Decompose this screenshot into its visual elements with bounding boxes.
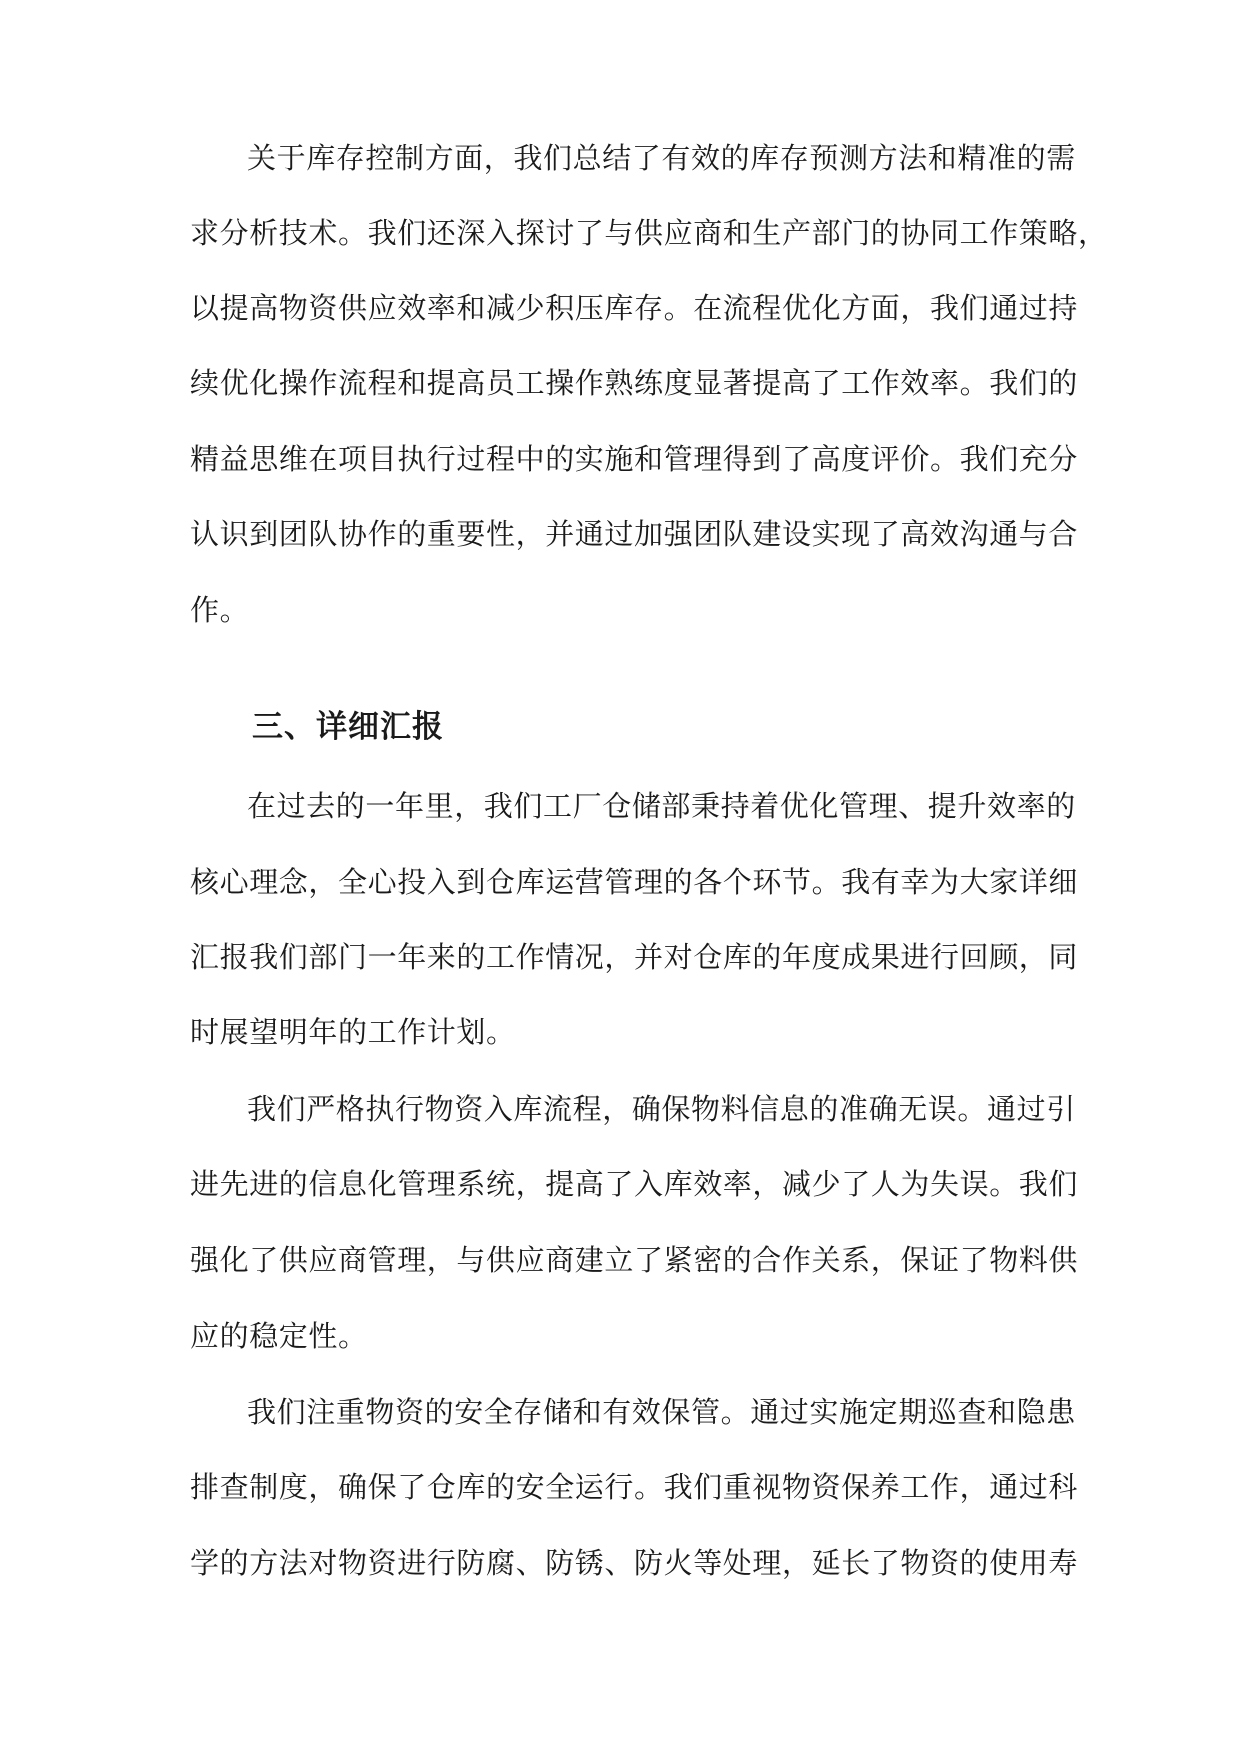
paragraph-3-line-2: 进先进的信息化管理系统，提高了入库效率，减少了人为失误。我们 bbox=[190, 1167, 1079, 1201]
paragraph-2-line-3: 汇报我们部门一年来的工作情况，并对仓库的年度成果进行回顾，同 bbox=[190, 940, 1079, 974]
paragraph-3-line-3: 强化了供应商管理，与供应商建立了紧密的合作关系，保证了物料供 bbox=[190, 1243, 1079, 1277]
paragraph-1-line-6: 认识到团队协作的重要性，并通过加强团队建设实现了高效沟通与合 bbox=[190, 517, 1079, 551]
paragraph-1-line-4: 续优化操作流程和提高员工操作熟练度显著提高了工作效率。我们的 bbox=[190, 366, 1079, 400]
paragraph-2-line-2: 核心理念，全心投入到仓库运营管理的各个环节。我有幸为大家详细 bbox=[190, 865, 1079, 899]
paragraph-2-line-1: 在过去的一年里，我们工厂仓储部秉持着优化管理、提升效率的 bbox=[247, 789, 1076, 823]
paragraph-1-line-3: 以提高物资供应效率和减少积压库存。在流程优化方面，我们通过持 bbox=[190, 291, 1079, 325]
paragraph-1-line-5: 精益思维在项目执行过程中的实施和管理得到了高度评价。我们充分 bbox=[190, 442, 1079, 476]
paragraph-3-line-4: 应的稳定性。 bbox=[190, 1319, 368, 1353]
paragraph-1-line-2: 求分析技术。我们还深入探讨了与供应商和生产部门的协同工作策略， bbox=[190, 216, 1108, 250]
paragraph-1-line-1: 关于库存控制方面，我们总结了有效的库存预测方法和精准的需 bbox=[247, 141, 1076, 175]
paragraph-4-line-3: 学的方法对物资进行防腐、防锈、防火等处理，延长了物资的使用寿 bbox=[190, 1546, 1079, 1580]
paragraph-2-line-4: 时展望明年的工作计划。 bbox=[190, 1015, 516, 1049]
paragraph-4-line-1: 我们注重物资的安全存储和有效保管。通过实施定期巡查和隐患 bbox=[247, 1395, 1076, 1429]
paragraph-4-line-2: 排查制度，确保了仓库的安全运行。我们重视物资保养工作，通过科 bbox=[190, 1470, 1079, 1504]
paragraph-3-line-1: 我们严格执行物资入库流程，确保物料信息的准确无误。通过引 bbox=[247, 1092, 1076, 1126]
section-heading: 三、详细汇报 bbox=[252, 709, 444, 745]
paragraph-1-line-7: 作。 bbox=[190, 593, 250, 627]
